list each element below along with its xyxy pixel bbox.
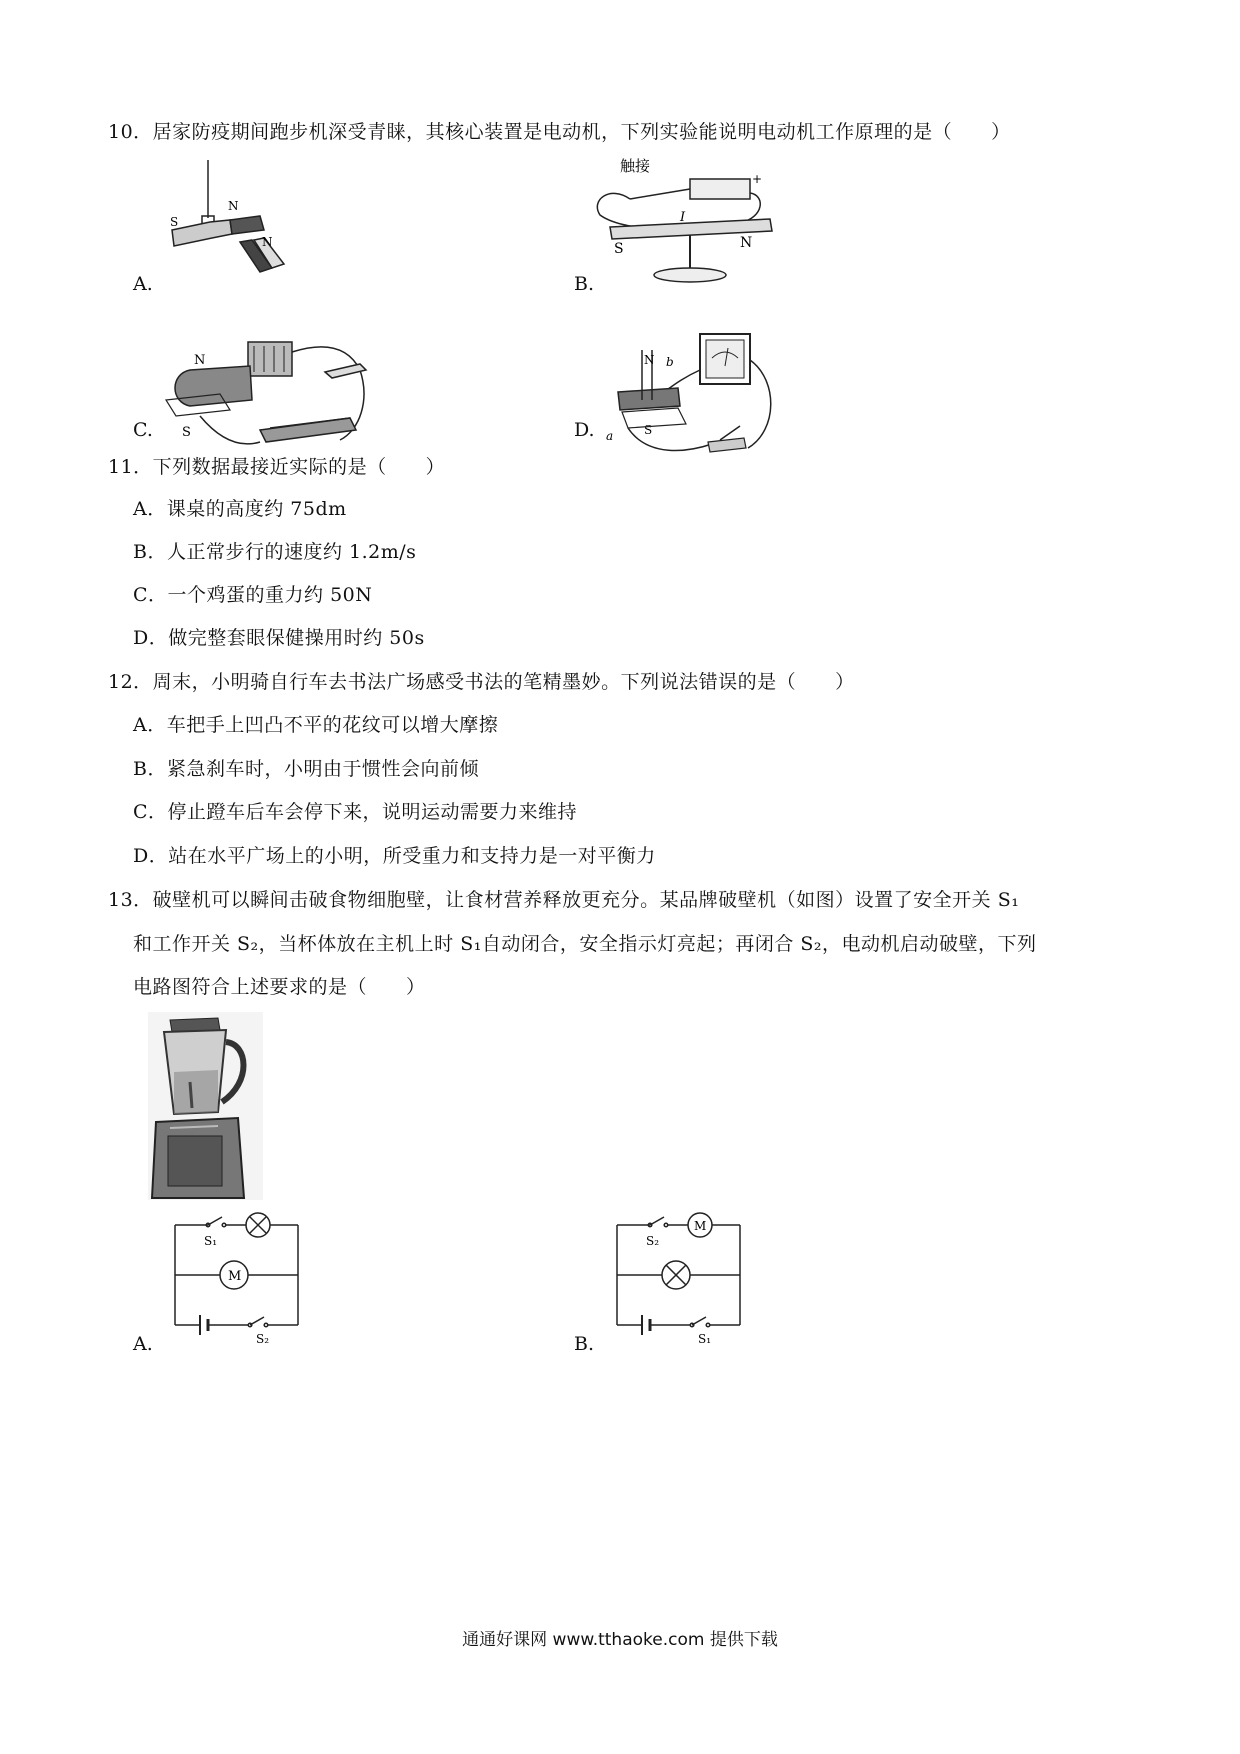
q10-option-a-label: A. bbox=[133, 273, 153, 295]
circuit-b-bottom-switch: S₁ bbox=[698, 1332, 712, 1346]
q11-option-b: B．人正常步行的速度约 1.2m/s bbox=[133, 541, 417, 563]
q10-figure-b bbox=[590, 155, 790, 285]
fig-a-label-s: S bbox=[170, 215, 179, 229]
circuit-b-top-switch: S₂ bbox=[646, 1234, 660, 1248]
fig-a-label-n1: N bbox=[228, 199, 239, 213]
fig-d-label-a: a bbox=[606, 429, 614, 443]
fig-b-label-s: S bbox=[614, 241, 624, 257]
q11-option-d: D．做完整套眼保健操用时约 50s bbox=[133, 627, 425, 649]
q13-stem-line-2: 和工作开关 S₂，当杯体放在主机上时 S₁自动闭合，安全指示灯亮起；再闭合 S₂，电动机启动破壁，下列 bbox=[133, 933, 1037, 955]
q12-option-d: D．站在水平广场上的小明，所受重力和支持力是一对平衡力 bbox=[133, 845, 656, 867]
q13-stem-line-1: 13．破壁机可以瞬间击破食物细胞壁，让食材营养释放更充分。某品牌破壁机（如图）设置了安全开关 S₁ bbox=[108, 889, 1020, 911]
q10-option-d-label: D. bbox=[574, 419, 595, 441]
fig-c-label-s: S bbox=[182, 425, 191, 440]
q12-option-a: A．车把手上凹凸不平的花纹可以增大摩擦 bbox=[133, 714, 499, 736]
q10-figure-a bbox=[160, 160, 320, 280]
q10-figure-c bbox=[160, 330, 400, 465]
q11-option-a: A．课桌的高度约 75dm bbox=[133, 498, 347, 520]
q11-stem: 11．下列数据最接近实际的是（ ） bbox=[108, 456, 446, 478]
q11-option-c: C．一个鸡蛋的重力约 50N bbox=[133, 584, 373, 606]
fig-b-label-n: N bbox=[740, 235, 753, 251]
fig-c-label-n: N bbox=[194, 353, 206, 368]
q12-stem: 12．周末，小明骑自行车去书法广场感受书法的笔精墨妙。下列说法错误的是（ ） bbox=[108, 671, 855, 693]
fig-b-label-touch: 触接 bbox=[620, 157, 651, 175]
q12-option-b: B．紧急刹车时，小明由于惯性会向前倾 bbox=[133, 758, 479, 780]
fig-d-label-b: b bbox=[666, 355, 674, 369]
q13-blender-image bbox=[148, 1012, 263, 1200]
fig-b-label-current: I bbox=[680, 210, 686, 225]
q10-figure-d bbox=[608, 330, 808, 475]
circuit-a-motor-label: M bbox=[228, 1269, 242, 1284]
q13-option-b-label: B. bbox=[574, 1333, 595, 1355]
fig-a-label-n2: N bbox=[262, 235, 273, 249]
q13-option-a-label: A. bbox=[133, 1333, 153, 1355]
fig-d-label-s: S bbox=[644, 423, 653, 437]
fig-d-label-n: N bbox=[644, 353, 655, 367]
footer-download-note: 通通好课网 www.tthaoke.com 提供下载 bbox=[462, 1630, 778, 1650]
q13-circuit-a bbox=[170, 1215, 310, 1345]
q13-circuit-b bbox=[612, 1215, 752, 1345]
q10-option-c-label: C. bbox=[133, 419, 153, 441]
circuit-a-bottom-switch: S₂ bbox=[256, 1332, 270, 1346]
circuit-b-motor-label: M bbox=[694, 1219, 707, 1233]
q10-stem: 10．居家防疫期间跑步机深受青睐，其核心装置是电动机，下列实验能说明电动机工作原理的是（ ） bbox=[108, 121, 1011, 143]
fig-b-label-plus: + bbox=[752, 172, 763, 186]
q12-option-c: C．停止蹬车后车会停下来，说明运动需要力来维持 bbox=[133, 801, 578, 823]
circuit-a-top-switch: S₁ bbox=[204, 1234, 218, 1248]
q13-stem-line-3: 电路图符合上述要求的是（ ） bbox=[133, 976, 426, 998]
q10-option-b-label: B. bbox=[574, 273, 595, 295]
